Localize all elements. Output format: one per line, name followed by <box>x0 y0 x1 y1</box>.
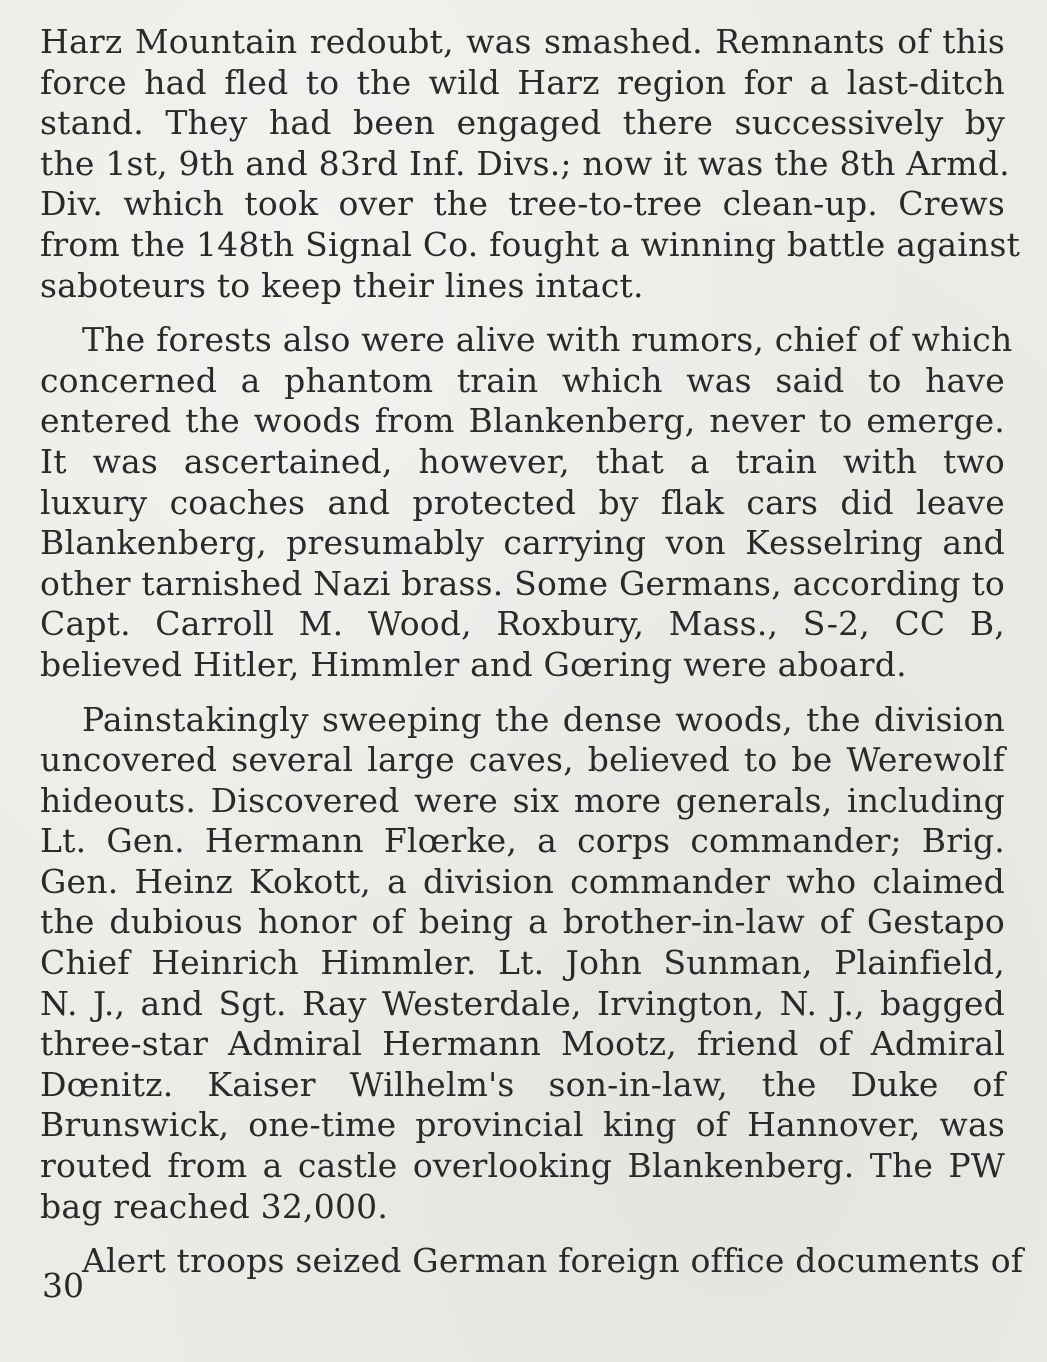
text-line: believed Hitler, Himmler and Gœring were aboard. <box>40 644 907 684</box>
text-line: Harz Mountain redoubt, was smashed. Remnants of this <box>40 22 1005 61</box>
text-line: Chief Heinrich Himmler. Lt. John Sunman, Plainfield, <box>40 943 1005 983</box>
text-line: Brunswick, one-time provincial king of Hannover, was <box>40 1105 1005 1145</box>
text-line: the dubious honor of being a brother-in-law of Gestapo <box>40 902 1005 942</box>
text-line: force had fled to the wild Harz region for a last-ditch <box>40 62 1005 102</box>
paragraph-2 <box>40 320 1013 685</box>
text-line: Dœnitz. Kaiser Wilhelm's son-in-law, the Duke of <box>40 1064 1005 1104</box>
paragraph-4 <box>40 1241 1024 1282</box>
text-line: hideouts. Discovered were six more generals, including <box>40 780 1005 820</box>
text-line: Painstakingly sweeping the dense woods, the division <box>82 699 1005 739</box>
text-line: Capt. Carroll M. Wood, Roxbury, Mass., S-2, CC B, <box>40 604 1005 644</box>
text-line: luxury coaches and protected by flak cars did leave <box>40 482 1005 522</box>
text-line: Div. which took over the tree-to-tree clean-up. Crews <box>40 184 1005 224</box>
paragraph-spacer <box>40 1227 1005 1241</box>
text-line: the 1st, 9th and 83rd Inf. Divs.; now it was the 8th Armd. <box>40 143 1010 183</box>
text-line: Blankenberg, presumably carrying von Kesselring and <box>40 523 1005 563</box>
text-line: The forests also were alive with rumors, chief of which <box>82 320 1013 360</box>
text-line: three-star Admiral Hermann Mootz, friend of Admiral <box>40 1024 1005 1064</box>
text-line: entered the woods from Blankenberg, never to emerge. <box>40 401 1005 441</box>
text-line: Alert troops seized German foreign office documents of <box>82 1241 1024 1281</box>
paragraph-spacer <box>40 306 1005 320</box>
text-line: from the 148th Signal Co. fought a winning battle against <box>40 224 1021 264</box>
text-line: Lt. Gen. Hermann Flœrke, a corps commander; Brig. <box>40 821 1005 861</box>
text-line: N. J., and Sgt. Ray Westerdale, Irvington, N. J., bagged <box>40 983 1005 1023</box>
text-line: saboteurs to keep their lines intact. <box>40 265 644 305</box>
text-line: concerned a phantom train which was said to have <box>40 360 1005 400</box>
text-line: bag reached 32,000. <box>40 1186 389 1226</box>
text-line: other tarnished Nazi brass. Some Germans, according to <box>40 563 1005 603</box>
paragraph-spacer <box>40 686 1005 700</box>
text-line: stand. They had been engaged there successively by <box>40 103 1005 143</box>
page-number: 30 <box>42 1266 84 1305</box>
text-line: uncovered several large caves, believed to be Werewolf <box>40 740 1005 780</box>
text-line: It was ascertained, however, that a train with two <box>40 441 1005 481</box>
text-line: routed from a castle overlooking Blankenberg. The PW <box>40 1146 1005 1186</box>
text-line: Gen. Heinz Kokott, a division commander who claimed <box>40 861 1005 901</box>
body-text <box>40 22 1024 1282</box>
paragraph-1 <box>40 22 1021 306</box>
paragraph-3 <box>40 700 1005 1228</box>
